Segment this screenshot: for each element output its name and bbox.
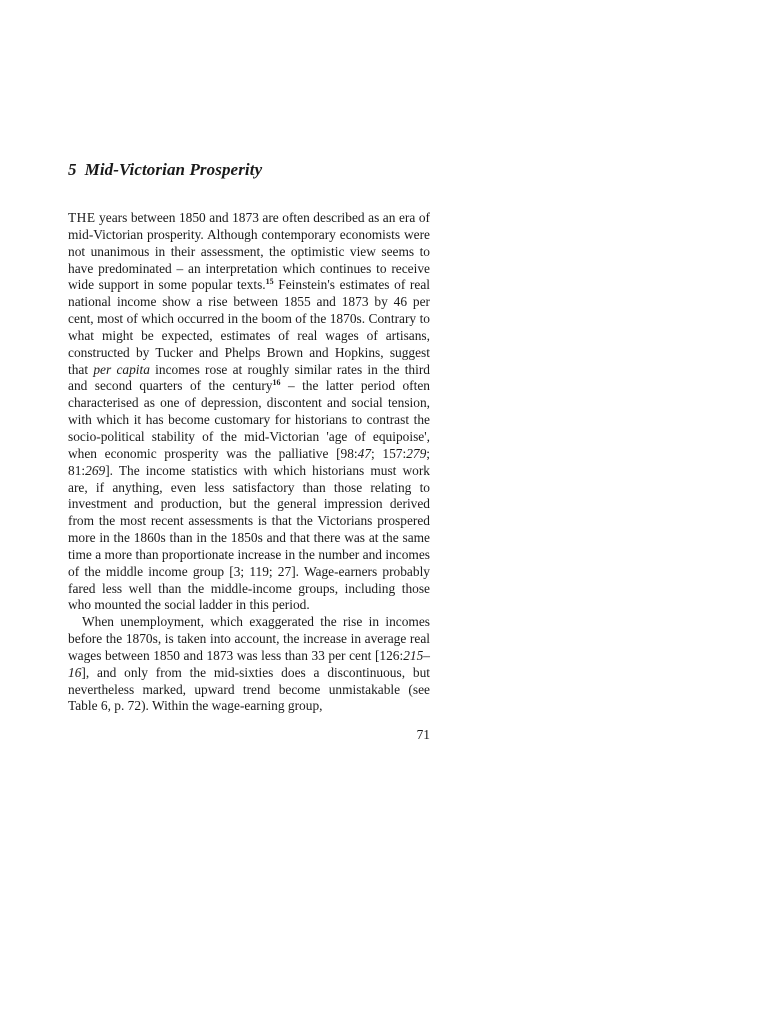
text-segment: ; 157:: [371, 445, 407, 461]
text-segment: per capita: [93, 361, 150, 377]
text-segment: 215–16: [68, 647, 430, 680]
text-segment: 15: [265, 277, 274, 287]
text-segment: years between 1850 and 1873 are often described as an era of mid-Victorian prosperity. Although contemporary economists were not unanimous in their assessment, the optimistic view seems to have predominated – an interpretation which continues to receive wide support in some popular texts.: [68, 210, 430, 293]
text-segment: 47: [357, 445, 372, 461]
text-segment: incomes rose at roughly similar rates in the third and second quarters of the century: [68, 361, 430, 394]
text-segment: ], and only from the mid-sixties does a discontinuous, but nevertheless marked, upward trend become unmistakable (see Table 6, p. 72). Within the wage-earning group,: [68, 664, 430, 714]
text-segment: 279: [406, 445, 427, 461]
text-segment: THE: [68, 210, 96, 225]
paragraph-1: [68, 210, 430, 614]
text-segment: 16: [272, 378, 281, 388]
book-page: [68, 160, 430, 743]
text-segment: When unemployment, which exaggerated the rise in incomes before the 1870s, is taken into account, the increase in average real wages between 1850 and 1873 was less than 33 per cent [126:: [68, 614, 430, 663]
text-segment: – the latter period often characterised as one of depression, discontent and social tension, with which it has become customary for historians to contrast the socio-political stability of the mid-Victorian 'age of equipoise', when economic prosperity was the palliative [98:: [68, 378, 430, 461]
text-segment: Feinstein's estimates of real national income show a rise between 1855 and 1873 by 46 per cent, most of which occurred in the boom of the 1870s. Contrary to what might be expected, estimates of real wages of artisans, constructed by Tucker and Phelps Brown and Hopkins, suggest that: [68, 277, 430, 377]
chapter-number: 5: [68, 160, 77, 179]
chapter-heading: [68, 160, 430, 180]
text-segment: ; 81:: [68, 445, 431, 478]
text-segment: ]. The income statistics with which historians must work are, if anything, even less satisfactory than those relating to investment and production, but the general impression derived from the most recent assessments is that the Victorians prospered more in the 1860s than in the 1850s and that there was at the same time a more than proportionate increase in the number and incomes of the middle income group [3; 119; 27]. Wage-earners probably fared less well than the middle-income groups, including those who mounted the social ladder in this period.: [68, 462, 430, 613]
paragraph-2: [68, 614, 430, 715]
chapter-title: Mid-Victorian Prosperity: [84, 160, 263, 179]
page-number: 71: [416, 727, 430, 743]
text-segment: 269: [85, 462, 106, 478]
